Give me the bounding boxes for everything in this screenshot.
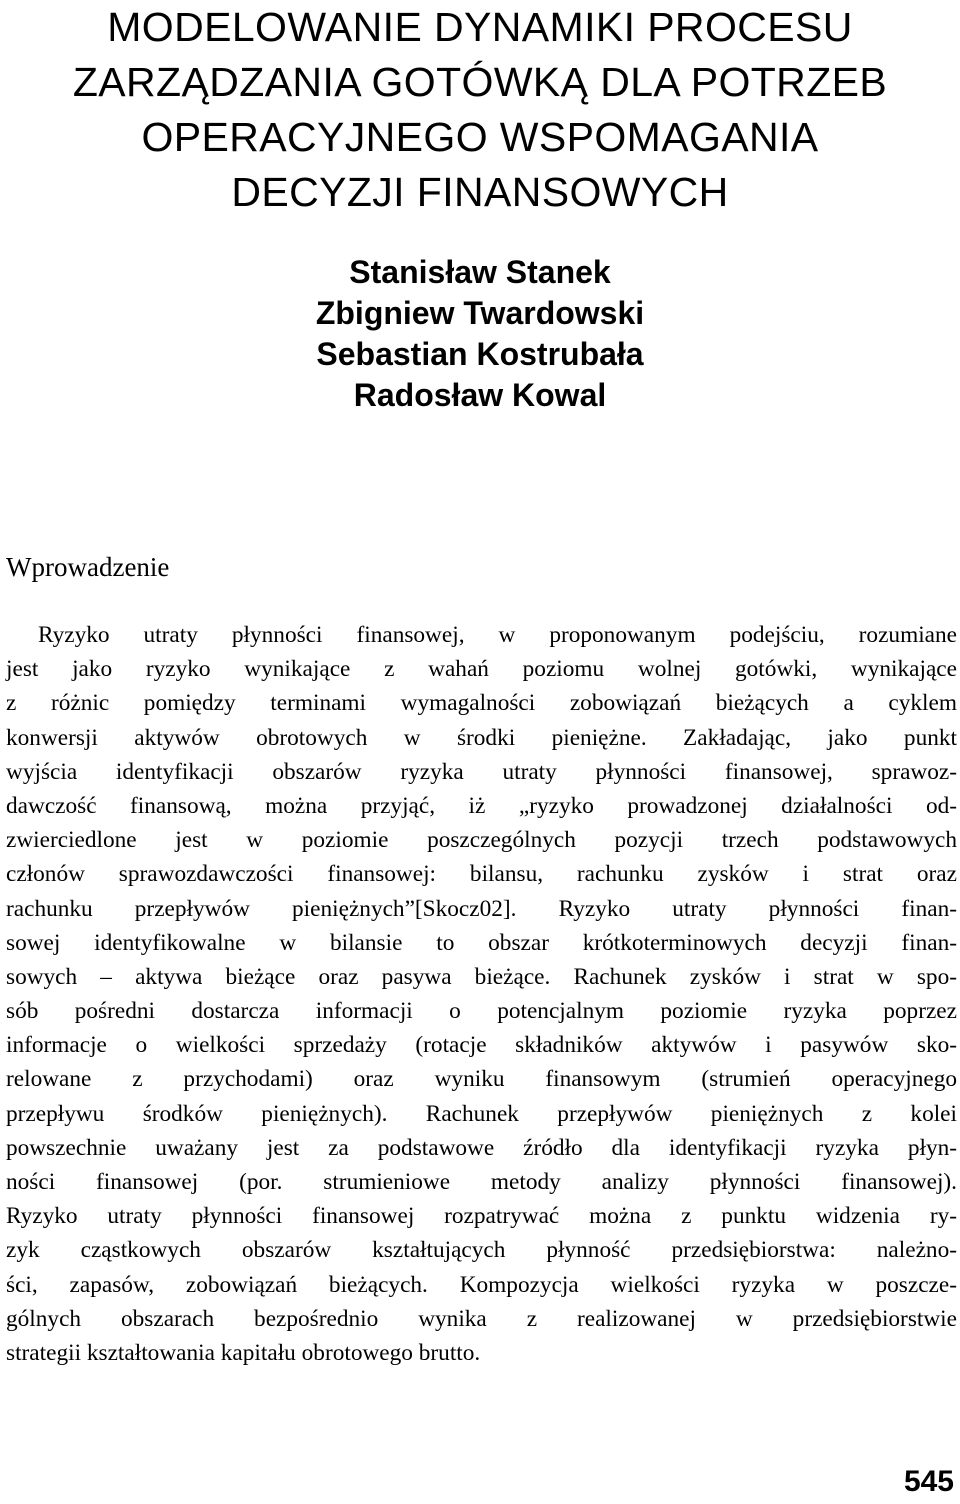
paragraph-line: powszechnie uważany jest za podstawowe źródło dla identyfikacji ryzyka płyn-	[6, 1134, 957, 1161]
paragraph-line: informacje o wielkości sprzedaży (rotacje składników aktywów i pasywów sko-	[6, 1032, 957, 1059]
author-name: Radosław Kowal	[353, 377, 607, 413]
page-number: 545	[903, 1465, 954, 1498]
paragraph-line: Ryzyko utraty płynności finansowej, w proponowanym podejściu, rozumiane	[38, 622, 957, 648]
author-list	[0, 252, 960, 416]
paragraph-line: gólnych obszarach bezpośrednio wynika z realizowanej w przedsiębiorstwie	[6, 1305, 957, 1332]
paragraph-line: sowej identyfikowalne w bilansie to obszar krótkoterminowych decyzji finan-	[6, 929, 957, 956]
body-paragraph	[6, 618, 957, 1370]
paragraph-line: ści, zapasów, zobowiązań bieżących. Kompozycja wielkości ryzyka w poszcze-	[6, 1271, 957, 1298]
paper-title	[0, 0, 960, 220]
paragraph-line: sowych – aktywa bieżące oraz pasywa bieżące. Rachunek zysków i strat w spo-	[6, 963, 957, 990]
paragraph-line: zwierciedlone jest w poziomie poszczególnych pozycji trzech podstawowych	[6, 827, 957, 854]
title-line: MODELOWANIE DYNAMIKI PROCESU	[107, 4, 853, 50]
paragraph-line: strategii kształtowania kapitału obrotowego brutto.	[6, 1339, 481, 1366]
paragraph-line: członów sprawozdawczości finansowej: bilansu, rachunku zysków i strat oraz	[6, 861, 957, 888]
paragraph-line: wyjścia identyfikacji obszarów ryzyka utraty płynności finansowej, sprawoz-	[6, 758, 957, 785]
paragraph-line: rachunku przepływów pieniężnych”[Skocz02]. Ryzyko utraty płynności finan-	[6, 895, 957, 922]
paragraph-line: konwersji aktywów obrotowych w środki pieniężne. Zakładając, jako punkt	[6, 724, 957, 751]
section-heading: Wprowadzenie	[6, 552, 170, 582]
paragraph-line: jest jako ryzyko wynikające z wahań poziomu wolnej gotówki, wynikające	[6, 656, 957, 683]
paragraph-line: sób pośredni dostarcza informacji o potencjalnym poziomie ryzyka poprzez	[6, 998, 957, 1025]
title-line: OPERACYJNEGO WSPOMAGANIA	[141, 114, 819, 160]
author-name: Stanisław Stanek	[349, 254, 611, 290]
author-name: Sebastian Kostrubała	[316, 336, 644, 372]
paragraph-line: ności finansowej (por. strumieniowe metody analizy płynności finansowej).	[6, 1169, 957, 1195]
paragraph-line: relowane z przychodami) oraz wyniku finansowym (strumień operacyjnego	[6, 1066, 957, 1093]
paragraph-line: przepływu środków pieniężnych). Rachunek przepływów pieniężnych z kolei	[6, 1100, 957, 1127]
title-line: ZARZĄDZANIA GOTÓWKĄ DLA POTRZEB	[72, 59, 888, 105]
paragraph-line: dawczość finansową, można przyjąć, iż „ryzyko prowadzonej działalności od-	[6, 792, 957, 819]
paragraph-line: z różnic pomiędzy terminami wymagalności zobowiązań bieżących a cyklem	[6, 690, 957, 717]
paragraph-line: Ryzyko utraty płynności finansowej rozpatrywać można z punktu widzenia ry-	[6, 1203, 957, 1230]
author-name: Zbigniew Twardowski	[315, 295, 645, 331]
title-line: DECYZJI FINANSOWYCH	[231, 169, 729, 215]
paragraph-line: zyk cząstkowych obszarów kształtujących płynność przedsiębiorstwa: należno-	[6, 1237, 957, 1264]
